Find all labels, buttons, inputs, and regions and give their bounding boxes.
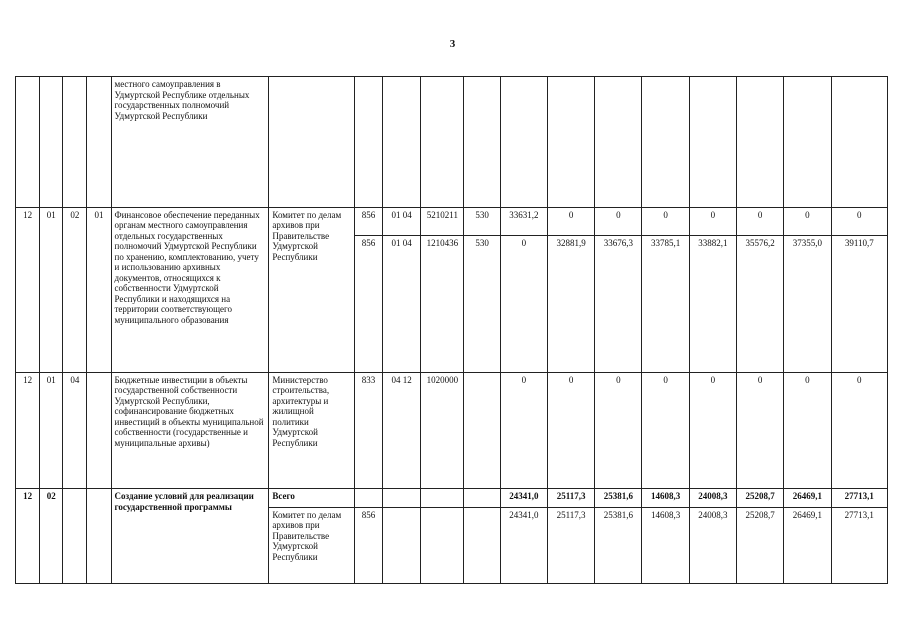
executor bbox=[269, 77, 354, 208]
grbs-cell: 856 bbox=[354, 207, 382, 235]
value-cell: 0 bbox=[595, 372, 642, 489]
value-cell: 0 bbox=[500, 372, 547, 489]
total-value-cell: 24008,3 bbox=[689, 489, 736, 507]
value-cell: 0 bbox=[547, 207, 594, 235]
value-cell: 0 bbox=[642, 207, 689, 235]
value-cell: 0 bbox=[831, 207, 887, 235]
code-om bbox=[63, 77, 87, 208]
value-cell: 0 bbox=[784, 372, 831, 489]
value-cell: 0 bbox=[689, 207, 736, 235]
code-m bbox=[87, 372, 111, 489]
value-cell: 32881,9 bbox=[547, 235, 594, 372]
code-m bbox=[87, 489, 111, 584]
csr-cell: 1210436 bbox=[421, 235, 464, 372]
value-cell: 26469,1 bbox=[784, 507, 831, 584]
rzpr-cell: 01 04 bbox=[383, 235, 421, 372]
value-cell: 0 bbox=[642, 372, 689, 489]
value-cell: 33882,1 bbox=[689, 235, 736, 372]
table-row bbox=[16, 489, 888, 507]
total-value-cell: 27713,1 bbox=[831, 489, 887, 507]
vr-cell bbox=[464, 372, 500, 489]
grbs-cell: 856 bbox=[354, 507, 382, 584]
value-cell: 37355,0 bbox=[784, 235, 831, 372]
table-row bbox=[16, 207, 888, 235]
value-cell: 0 bbox=[737, 372, 784, 489]
value-cell: 33631,2 bbox=[500, 207, 547, 235]
total-value-cell: 25381,6 bbox=[595, 489, 642, 507]
rzpr-cell: 04 12 bbox=[383, 372, 421, 489]
code-pp: 02 bbox=[40, 489, 63, 584]
value-cell: 27713,1 bbox=[831, 507, 887, 584]
code-gp: 12 bbox=[16, 489, 40, 584]
value-cell: 14608,3 bbox=[642, 507, 689, 584]
page-number: 3 bbox=[449, 38, 456, 50]
total-value-cell: 25117,3 bbox=[547, 489, 594, 507]
csr-cell: 1020000 bbox=[421, 372, 464, 489]
value-cell: 25381,6 bbox=[595, 507, 642, 584]
rzpr-cell: 01 04 bbox=[383, 207, 421, 235]
executor: Комитет по делам архивов при Правительстве Удмуртской Республики bbox=[269, 507, 354, 584]
value-cell: 33785,1 bbox=[642, 235, 689, 372]
vr-cell: 530 bbox=[464, 207, 500, 235]
value-cell: 24008,3 bbox=[689, 507, 736, 584]
code-om: 04 bbox=[63, 372, 87, 489]
table-row bbox=[16, 372, 888, 489]
code-m bbox=[87, 77, 111, 208]
code-om bbox=[63, 489, 87, 584]
code-gp bbox=[16, 77, 40, 208]
total-value-cell: 14608,3 bbox=[642, 489, 689, 507]
row-name: Финансовое обеспечение переданных органам местного самоуправления отдельных государственных полномочий Удмуртской Республики по хранению, комплектованию, учету и использованию архивных документов, относящихся к собственности Удмуртской Республики и находящихся на территории соответствующего муниципального образования bbox=[111, 207, 269, 372]
value-cell: 35576,2 bbox=[737, 235, 784, 372]
value-cell: 24341,0 bbox=[500, 507, 547, 584]
value-cell: 0 bbox=[547, 372, 594, 489]
row-name: Бюджетные инвестиции в объекты государственной собственности Удмуртской Республики, софинансирование бюджетных инвестиций в объекты муниципальной собственности (государственные и муниципальные архивы) bbox=[111, 372, 269, 489]
value-cell: 25117,3 bbox=[547, 507, 594, 584]
table-row bbox=[16, 77, 888, 208]
value-cell: 0 bbox=[737, 207, 784, 235]
value-cell: 0 bbox=[500, 235, 547, 372]
vr-cell: 530 bbox=[464, 235, 500, 372]
total-label: Всего bbox=[269, 489, 354, 507]
code-pp bbox=[40, 77, 63, 208]
budget-table bbox=[15, 76, 888, 584]
executor: Министерство строительства, архитектуры и жилищной политики Удмуртской Республики bbox=[269, 372, 354, 489]
value-cell: 0 bbox=[595, 207, 642, 235]
row-name: местного самоуправления в Удмуртской Республике отдельных государственных полномочий Удмуртской Республики bbox=[111, 77, 269, 208]
code-gp: 12 bbox=[16, 372, 40, 489]
value-cell: 0 bbox=[689, 372, 736, 489]
value-cell: 0 bbox=[831, 372, 887, 489]
total-value-cell: 25208,7 bbox=[737, 489, 784, 507]
value-cell: 0 bbox=[784, 207, 831, 235]
code-pp: 01 bbox=[40, 207, 63, 372]
value-cell: 25208,7 bbox=[737, 507, 784, 584]
code-om: 02 bbox=[63, 207, 87, 372]
grbs-cell: 833 bbox=[354, 372, 382, 489]
value-cell: 39110,7 bbox=[831, 235, 887, 372]
total-value-cell: 24341,0 bbox=[500, 489, 547, 507]
total-value-cell: 26469,1 bbox=[784, 489, 831, 507]
value-cell: 33676,3 bbox=[595, 235, 642, 372]
code-pp: 01 bbox=[40, 372, 63, 489]
row-name: Создание условий для реализации государственной программы bbox=[111, 489, 269, 584]
code-gp: 12 bbox=[16, 207, 40, 372]
grbs-cell: 856 bbox=[354, 235, 382, 372]
csr-cell: 5210211 bbox=[421, 207, 464, 235]
code-m: 01 bbox=[87, 207, 111, 372]
executor: Комитет по делам архивов при Правительстве Удмуртской Республики bbox=[269, 207, 354, 372]
